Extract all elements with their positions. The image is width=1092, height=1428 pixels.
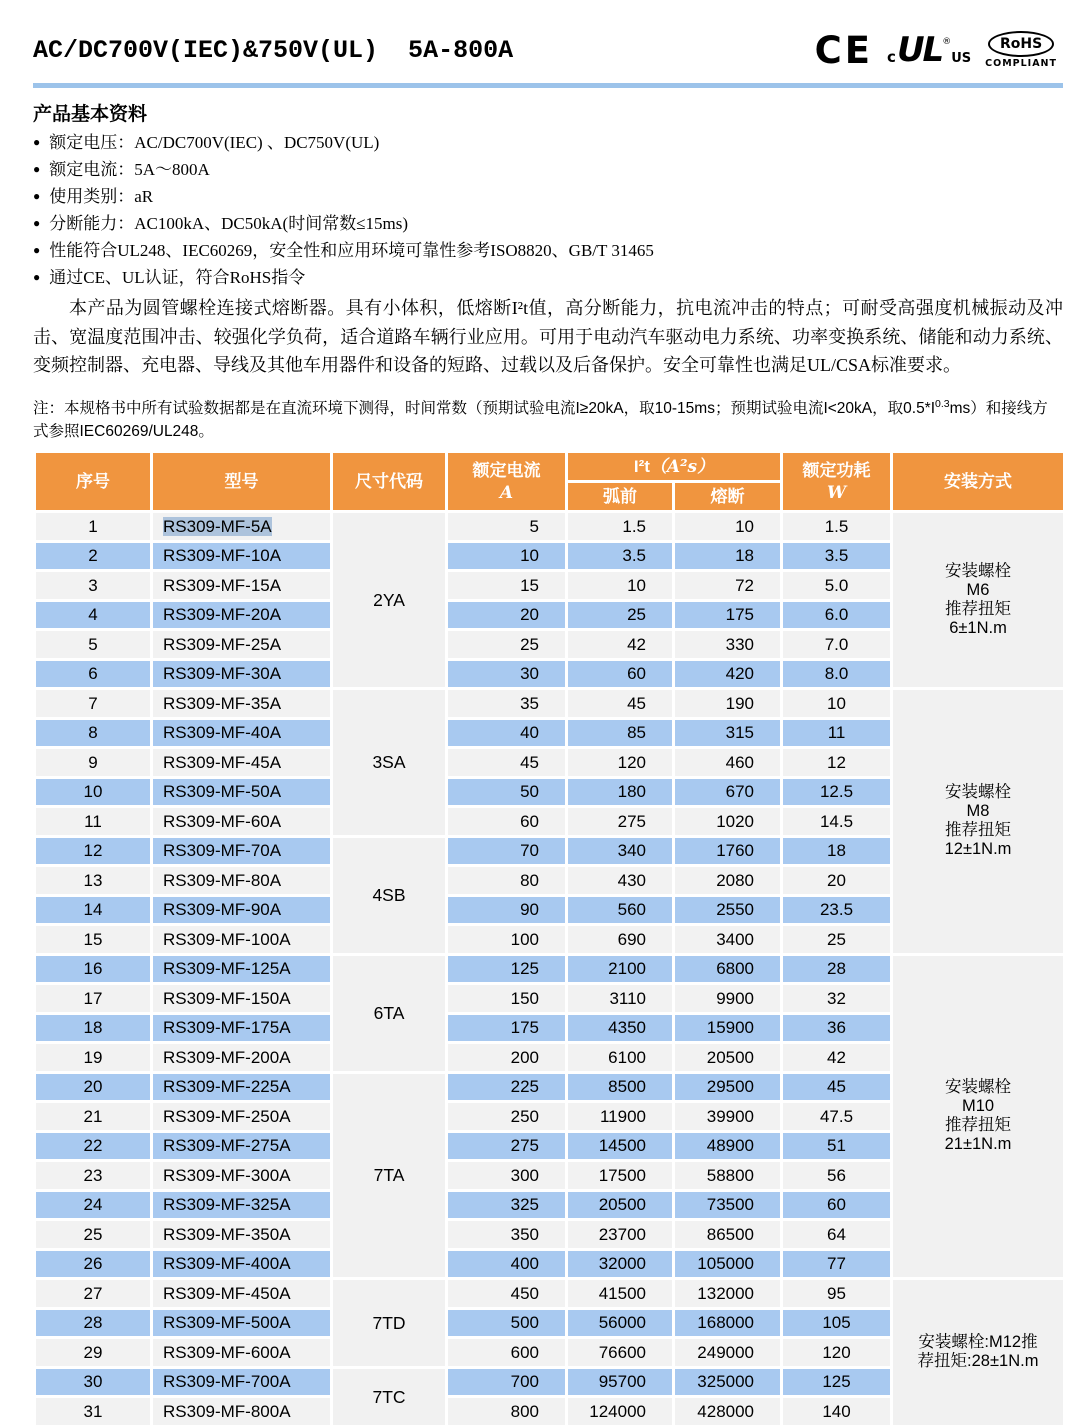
- model-cell: [153, 1103, 330, 1130]
- melting-i2t-cell: 249000: [675, 1339, 780, 1366]
- mounting-line: M8: [966, 802, 990, 821]
- bullet-icon: ●: [33, 189, 41, 203]
- rated-current-cell: 250: [448, 1103, 565, 1130]
- melting-i2t-cell: 6800: [675, 956, 780, 983]
- melting-i2t-cell: 105000: [675, 1251, 780, 1278]
- model-cell: [153, 1162, 330, 1189]
- model-text: RS309-MF-800A: [163, 1401, 291, 1421]
- page-title: AC/DC700V(IEC)&750V(UL) 5A-800A: [33, 35, 514, 65]
- melting-i2t-cell: 39900: [675, 1103, 780, 1130]
- col-header-mounting: 安装方式: [893, 453, 1063, 510]
- col-header-serial: 序号: [36, 453, 150, 510]
- rated-power-cell: 32: [783, 985, 890, 1012]
- prearc-i2t-cell: 11900: [568, 1103, 672, 1130]
- melting-i2t-cell: 168000: [675, 1310, 780, 1337]
- serial-cell: 10: [36, 779, 150, 806]
- melting-i2t-cell: 315: [675, 720, 780, 747]
- model-cell: [153, 1192, 330, 1219]
- rated-power-cell: 23.5: [783, 897, 890, 924]
- serial-cell: 27: [36, 1280, 150, 1307]
- rated-power-cell: 36: [783, 1015, 890, 1042]
- model-text: RS309-MF-150A: [163, 988, 291, 1008]
- prearc-i2t-cell: 32000: [568, 1251, 672, 1278]
- melting-i2t-cell: 72: [675, 572, 780, 599]
- mounting-line: M6: [966, 581, 990, 600]
- rated-current-cell: 325: [448, 1192, 565, 1219]
- model-cell: [153, 1251, 330, 1278]
- model-text: RS309-MF-10A: [163, 546, 282, 566]
- model-cell: [153, 985, 330, 1012]
- melting-i2t-cell: 9900: [675, 985, 780, 1012]
- melting-i2t-cell: 18: [675, 543, 780, 570]
- melting-i2t-cell: 2080: [675, 867, 780, 894]
- table-row: [36, 1280, 1063, 1307]
- serial-cell: 25: [36, 1221, 150, 1248]
- prearc-i2t-cell: 14500: [568, 1133, 672, 1160]
- col-header-size-code: 尺寸代码: [333, 453, 445, 510]
- prearc-i2t-cell: 120: [568, 749, 672, 776]
- model-cell: [153, 1369, 330, 1396]
- mounting-cell: [893, 513, 1063, 687]
- table-row: [36, 956, 1063, 983]
- prearc-i2t-cell: 20500: [568, 1192, 672, 1219]
- melting-i2t-cell: 2550: [675, 897, 780, 924]
- serial-cell: 21: [36, 1103, 150, 1130]
- mounting-line: 12±1N.m: [944, 840, 1012, 859]
- prearc-i2t-cell: 56000: [568, 1310, 672, 1337]
- rated-current-cell: 450: [448, 1280, 565, 1307]
- mounting-line: 推荐扭矩: [945, 1116, 1012, 1135]
- model-cell: [153, 779, 330, 806]
- table-row: [36, 690, 1063, 717]
- rated-current-cell: 70: [448, 838, 565, 865]
- prearc-i2t-cell: 10: [568, 572, 672, 599]
- serial-cell: 23: [36, 1162, 150, 1189]
- bullet-text: 分断能力：AC100kA、DC50kA(时间常数≤15ms): [49, 214, 409, 233]
- prearc-i2t-cell: 340: [568, 838, 672, 865]
- model-text: RS309-MF-400A: [163, 1254, 291, 1274]
- melting-i2t-cell: 175: [675, 602, 780, 629]
- prearc-i2t-cell: 85: [568, 720, 672, 747]
- bullet-icon: ●: [33, 216, 41, 230]
- rated-current-cell: 60: [448, 808, 565, 835]
- bullet-text: 额定电压：AC/DC700V(IEC) 、DC750V(UL): [49, 133, 380, 152]
- serial-cell: 31: [36, 1398, 150, 1425]
- prearc-i2t-cell: 4350: [568, 1015, 672, 1042]
- rated-power-cell: 125: [783, 1369, 890, 1396]
- rated-power-cell: 42: [783, 1044, 890, 1071]
- model-text: RS309-MF-225A: [163, 1077, 291, 1097]
- melting-i2t-cell: 132000: [675, 1280, 780, 1307]
- model-text: RS309-MF-275A: [163, 1136, 291, 1156]
- serial-cell: 24: [36, 1192, 150, 1219]
- model-text: RS309-MF-30A: [163, 664, 282, 684]
- rated-power-cell: 6.0: [783, 602, 890, 629]
- model-text: RS309-MF-60A: [163, 811, 282, 831]
- melting-i2t-cell: 29500: [675, 1074, 780, 1101]
- model-cell: [153, 602, 330, 629]
- rated-current-cell: 150: [448, 985, 565, 1012]
- model-text: RS309-MF-35A: [163, 693, 282, 713]
- rated-current-cell: 400: [448, 1251, 565, 1278]
- model-text: RS309-MF-15A: [163, 575, 282, 595]
- list-item: [33, 264, 1063, 291]
- model-cell: [153, 1133, 330, 1160]
- melting-i2t-cell: 3400: [675, 926, 780, 953]
- spec-table: [33, 450, 1066, 1428]
- model-text: RS309-MF-50A: [163, 782, 282, 802]
- size-code-cell: 4SB: [333, 838, 445, 953]
- size-code-cell: 7TC: [333, 1369, 445, 1425]
- mounting-line: 推荐扭矩: [945, 600, 1012, 619]
- title-separator: [33, 83, 1063, 88]
- model-cell: [153, 749, 330, 776]
- serial-cell: 18: [36, 1015, 150, 1042]
- serial-cell: 4: [36, 602, 150, 629]
- col-header-model: 型号: [153, 453, 330, 510]
- model-text: RS309-MF-700A: [163, 1372, 291, 1392]
- mounting-line: 安装螺栓: [945, 562, 1012, 581]
- rated-power-cell: 64: [783, 1221, 890, 1248]
- model-cell: [153, 720, 330, 747]
- spec-table-body: [36, 513, 1063, 1425]
- melting-i2t-cell: 670: [675, 779, 780, 806]
- melting-i2t-cell: 20500: [675, 1044, 780, 1071]
- model-cell: [153, 956, 330, 983]
- model-cell: [153, 513, 330, 540]
- test-condition-note: 注：本规格书中所有试验数据都是在直流环境下测得，时间常数（预期试验电流I≥20kA，取10-15ms；预期试验电流I<20kA，取$0.5*I^{0.3}ms$）和接线方式参照IEC60269/UL248。: [33, 397, 1048, 440]
- prearc-i2t-cell: 8500: [568, 1074, 672, 1101]
- model-text: RS309-MF-40A: [163, 723, 282, 743]
- rated-power-cell: 95: [783, 1280, 890, 1307]
- serial-cell: 2: [36, 543, 150, 570]
- rated-power-cell: 12: [783, 749, 890, 776]
- bullet-icon: ●: [33, 135, 41, 149]
- rated-current-cell: 20: [448, 602, 565, 629]
- rated-current-cell: 80: [448, 867, 565, 894]
- rated-current-cell: 175: [448, 1015, 565, 1042]
- bullet-icon: ●: [33, 162, 41, 176]
- serial-cell: 30: [36, 1369, 150, 1396]
- model-text: RS309-MF-500A: [163, 1313, 291, 1333]
- melting-i2t-cell: 460: [675, 749, 780, 776]
- serial-cell: 9: [36, 749, 150, 776]
- melting-i2t-cell: 1760: [675, 838, 780, 865]
- page-header: [33, 24, 1063, 76]
- prearc-i2t-cell: 430: [568, 867, 672, 894]
- rated-power-cell: 120: [783, 1339, 890, 1366]
- melting-i2t-cell: 58800: [675, 1162, 780, 1189]
- rated-power-cell: 11: [783, 720, 890, 747]
- bullet-icon: ●: [33, 243, 41, 257]
- size-code-cell: 7TA: [333, 1074, 445, 1278]
- rated-current-cell: 225: [448, 1074, 565, 1101]
- serial-cell: 12: [36, 838, 150, 865]
- model-cell: [153, 631, 330, 658]
- col-header-rated-current: 额定电流 A: [448, 453, 565, 510]
- model-cell: [153, 1398, 330, 1425]
- model-text: RS309-MF-100A: [163, 929, 291, 949]
- mounting-cell: [893, 956, 1063, 1278]
- rated-current-cell: 30: [448, 661, 565, 688]
- model-cell: [153, 1221, 330, 1248]
- mounting-line: 推荐扭矩: [945, 821, 1012, 840]
- section-title: 产品基本资料: [33, 104, 148, 125]
- model-text: RS309-MF-450A: [163, 1283, 291, 1303]
- serial-cell: 6: [36, 661, 150, 688]
- melting-i2t-cell: 1020: [675, 808, 780, 835]
- rated-current-cell: 45: [448, 749, 565, 776]
- col-header-melting: 熔断: [675, 483, 780, 510]
- model-text: RS309-MF-90A: [163, 900, 282, 920]
- model-cell: [153, 1044, 330, 1071]
- prearc-i2t-cell: 690: [568, 926, 672, 953]
- col-header-prearc: 弧前: [568, 483, 672, 510]
- model-text: RS309-MF-70A: [163, 841, 282, 861]
- prearc-i2t-cell: 180: [568, 779, 672, 806]
- rated-current-cell: 800: [448, 1398, 565, 1425]
- mounting-line: 安装螺栓:M12推: [918, 1333, 1038, 1352]
- melting-i2t-cell: 86500: [675, 1221, 780, 1248]
- model-cell: [153, 1280, 330, 1307]
- rated-current-cell: 35: [448, 690, 565, 717]
- model-cell: [153, 1074, 330, 1101]
- rated-current-cell: 40: [448, 720, 565, 747]
- list-item: [33, 183, 1063, 210]
- rated-power-cell: 20: [783, 867, 890, 894]
- model-cell: [153, 572, 330, 599]
- model-text: RS309-MF-200A: [163, 1047, 291, 1067]
- prearc-i2t-cell: 45: [568, 690, 672, 717]
- rated-current-cell: 5: [448, 513, 565, 540]
- prearc-i2t-cell: 6100: [568, 1044, 672, 1071]
- model-text: RS309-MF-250A: [163, 1106, 291, 1126]
- prearc-i2t-cell: 2100: [568, 956, 672, 983]
- melting-i2t-cell: 15900: [675, 1015, 780, 1042]
- rated-power-cell: 8.0: [783, 661, 890, 688]
- serial-cell: 14: [36, 897, 150, 924]
- model-cell: [153, 897, 330, 924]
- melting-i2t-cell: 48900: [675, 1133, 780, 1160]
- rated-current-cell: 500: [448, 1310, 565, 1337]
- col-header-rated-power: 额定功耗 W: [783, 453, 890, 510]
- model-text: RS309-MF-25A: [163, 634, 282, 654]
- prearc-i2t-cell: 23700: [568, 1221, 672, 1248]
- prearc-i2t-cell: 42: [568, 631, 672, 658]
- list-item: [33, 210, 1063, 237]
- spec-bullet-list: [33, 129, 1063, 291]
- rated-current-cell: 100: [448, 926, 565, 953]
- mounting-line: 6±1N.m: [949, 619, 1007, 638]
- prearc-i2t-cell: 275: [568, 808, 672, 835]
- mounting-cell: [893, 690, 1063, 953]
- serial-cell: 22: [36, 1133, 150, 1160]
- rated-current-cell: 90: [448, 897, 565, 924]
- bullet-text: 使用类别：aR: [49, 187, 154, 206]
- prearc-i2t-cell: 560: [568, 897, 672, 924]
- cul-us-mark-icon: c UL ® US: [887, 30, 972, 70]
- mounting-cell: [893, 1280, 1063, 1425]
- list-item: [33, 237, 1063, 264]
- serial-cell: 13: [36, 867, 150, 894]
- serial-cell: 3: [36, 572, 150, 599]
- prearc-i2t-cell: 1.5: [568, 513, 672, 540]
- model-text: RS309-MF-20A: [163, 605, 282, 625]
- rated-power-cell: 25: [783, 926, 890, 953]
- rated-power-cell: 12.5: [783, 779, 890, 806]
- rated-current-cell: 125: [448, 956, 565, 983]
- serial-cell: 15: [36, 926, 150, 953]
- rated-power-cell: 56: [783, 1162, 890, 1189]
- bullet-text: 性能符合UL248、IEC60269，安全性和应用环境可靠性参考ISO8820、GB/T 31465: [49, 241, 654, 260]
- prearc-i2t-cell: 124000: [568, 1398, 672, 1425]
- model-text: RS309-MF-80A: [163, 870, 282, 890]
- rated-power-cell: 28: [783, 956, 890, 983]
- rated-power-cell: 140: [783, 1398, 890, 1425]
- list-item: [33, 129, 1063, 156]
- rated-current-cell: 600: [448, 1339, 565, 1366]
- mounting-line: 荐扭矩:28±1N.m: [917, 1352, 1039, 1371]
- bullet-icon: ●: [33, 270, 41, 284]
- rated-power-cell: 51: [783, 1133, 890, 1160]
- size-code-cell: 7TD: [333, 1280, 445, 1366]
- model-cell: [153, 838, 330, 865]
- rated-power-cell: 5.0: [783, 572, 890, 599]
- model-cell: [153, 543, 330, 570]
- rated-current-cell: 300: [448, 1162, 565, 1189]
- product-description: 本产品为圆管螺栓连接式熔断器。具有小体积，低熔断I²t值，高分断能力，抗电流冲击的特点；可耐受高强度机械振动及冲击、宽温度范围冲击、较强化学负荷，适合道路车辆行业应用。可用于电动汽车驱动电力系统、功率变换系统、储能和动力系统、变频控制器、充电器、导线及其他车用器件和设备的短路、过载以及后备保护。安全可靠性也满足UL/CSA标准要求。: [33, 298, 1063, 375]
- rated-current-cell: 700: [448, 1369, 565, 1396]
- rated-power-cell: 45: [783, 1074, 890, 1101]
- certification-marks: [814, 28, 1063, 72]
- rated-power-cell: 3.5: [783, 543, 890, 570]
- model-cell: [153, 808, 330, 835]
- serial-cell: 7: [36, 690, 150, 717]
- size-code-cell: 6TA: [333, 956, 445, 1071]
- serial-cell: 8: [36, 720, 150, 747]
- serial-cell: 29: [36, 1339, 150, 1366]
- model-text: RS309-MF-175A: [163, 1018, 291, 1038]
- rated-power-cell: 7.0: [783, 631, 890, 658]
- bullet-text: 通过CE、UL认证，符合RoHS指令: [49, 268, 306, 287]
- rated-power-cell: 1.5: [783, 513, 890, 540]
- serial-cell: 11: [36, 808, 150, 835]
- rated-current-cell: 10: [448, 543, 565, 570]
- model-cell: [153, 926, 330, 953]
- prearc-i2t-cell: 25: [568, 602, 672, 629]
- selected-text: RS309-MF-5A: [163, 516, 272, 536]
- prearc-i2t-cell: 76600: [568, 1339, 672, 1366]
- model-cell: [153, 661, 330, 688]
- model-text: RS309-MF-300A: [163, 1165, 291, 1185]
- spec-table-header: [36, 453, 1063, 510]
- serial-cell: 26: [36, 1251, 150, 1278]
- melting-i2t-cell: 190: [675, 690, 780, 717]
- serial-cell: 16: [36, 956, 150, 983]
- serial-cell: 1: [36, 513, 150, 540]
- prearc-i2t-cell: 41500: [568, 1280, 672, 1307]
- model-cell: [153, 1015, 330, 1042]
- model-cell: [153, 867, 330, 894]
- mounting-line: 21±1N.m: [944, 1135, 1012, 1154]
- mounting-line: 安装螺栓: [945, 783, 1012, 802]
- model-cell: [153, 690, 330, 717]
- prearc-i2t-cell: 95700: [568, 1369, 672, 1396]
- rated-power-cell: 77: [783, 1251, 890, 1278]
- mounting-line: 安装螺栓: [945, 1078, 1012, 1097]
- size-code-cell: 3SA: [333, 690, 445, 835]
- model-text: RS309-MF-600A: [163, 1342, 291, 1362]
- model-cell: [153, 1310, 330, 1337]
- model-text: RS309-MF-325A: [163, 1195, 291, 1215]
- model-text: RS309-MF-45A: [163, 752, 282, 772]
- melting-i2t-cell: 330: [675, 631, 780, 658]
- rated-power-cell: 47.5: [783, 1103, 890, 1130]
- rated-current-cell: 200: [448, 1044, 565, 1071]
- model-text: RS309-MF-125A: [163, 959, 291, 979]
- size-code-cell: 2YA: [333, 513, 445, 687]
- rated-current-cell: 350: [448, 1221, 565, 1248]
- melting-i2t-cell: 420: [675, 661, 780, 688]
- rohs-mark-icon: RoHS COMPLIANT: [985, 31, 1057, 69]
- prearc-i2t-cell: 3.5: [568, 543, 672, 570]
- serial-cell: 17: [36, 985, 150, 1012]
- col-header-i2t: I²t（A²s）: [568, 453, 780, 480]
- table-row: [36, 513, 1063, 540]
- rated-power-cell: 14.5: [783, 808, 890, 835]
- melting-i2t-cell: 10: [675, 513, 780, 540]
- ce-mark-icon: CE: [814, 28, 874, 72]
- superscript: 0.3: [935, 397, 950, 410]
- model-cell: [153, 1339, 330, 1366]
- rated-power-cell: 18: [783, 838, 890, 865]
- list-item: [33, 156, 1063, 183]
- bullet-text: 额定电流：5A～800A: [49, 160, 210, 179]
- melting-i2t-cell: 428000: [675, 1398, 780, 1425]
- rated-current-cell: 50: [448, 779, 565, 806]
- rated-current-cell: 25: [448, 631, 565, 658]
- serial-cell: 5: [36, 631, 150, 658]
- rated-power-cell: 105: [783, 1310, 890, 1337]
- serial-cell: 20: [36, 1074, 150, 1101]
- serial-cell: 19: [36, 1044, 150, 1071]
- model-text: RS309-MF-350A: [163, 1224, 291, 1244]
- prearc-i2t-cell: 17500: [568, 1162, 672, 1189]
- prearc-i2t-cell: 60: [568, 661, 672, 688]
- rated-power-cell: 10: [783, 690, 890, 717]
- rated-current-cell: 275: [448, 1133, 565, 1160]
- melting-i2t-cell: 325000: [675, 1369, 780, 1396]
- rated-power-cell: 60: [783, 1192, 890, 1219]
- mounting-line: M10: [961, 1097, 995, 1116]
- rated-current-cell: 15: [448, 572, 565, 599]
- serial-cell: 28: [36, 1310, 150, 1337]
- melting-i2t-cell: 73500: [675, 1192, 780, 1219]
- prearc-i2t-cell: 3110: [568, 985, 672, 1012]
